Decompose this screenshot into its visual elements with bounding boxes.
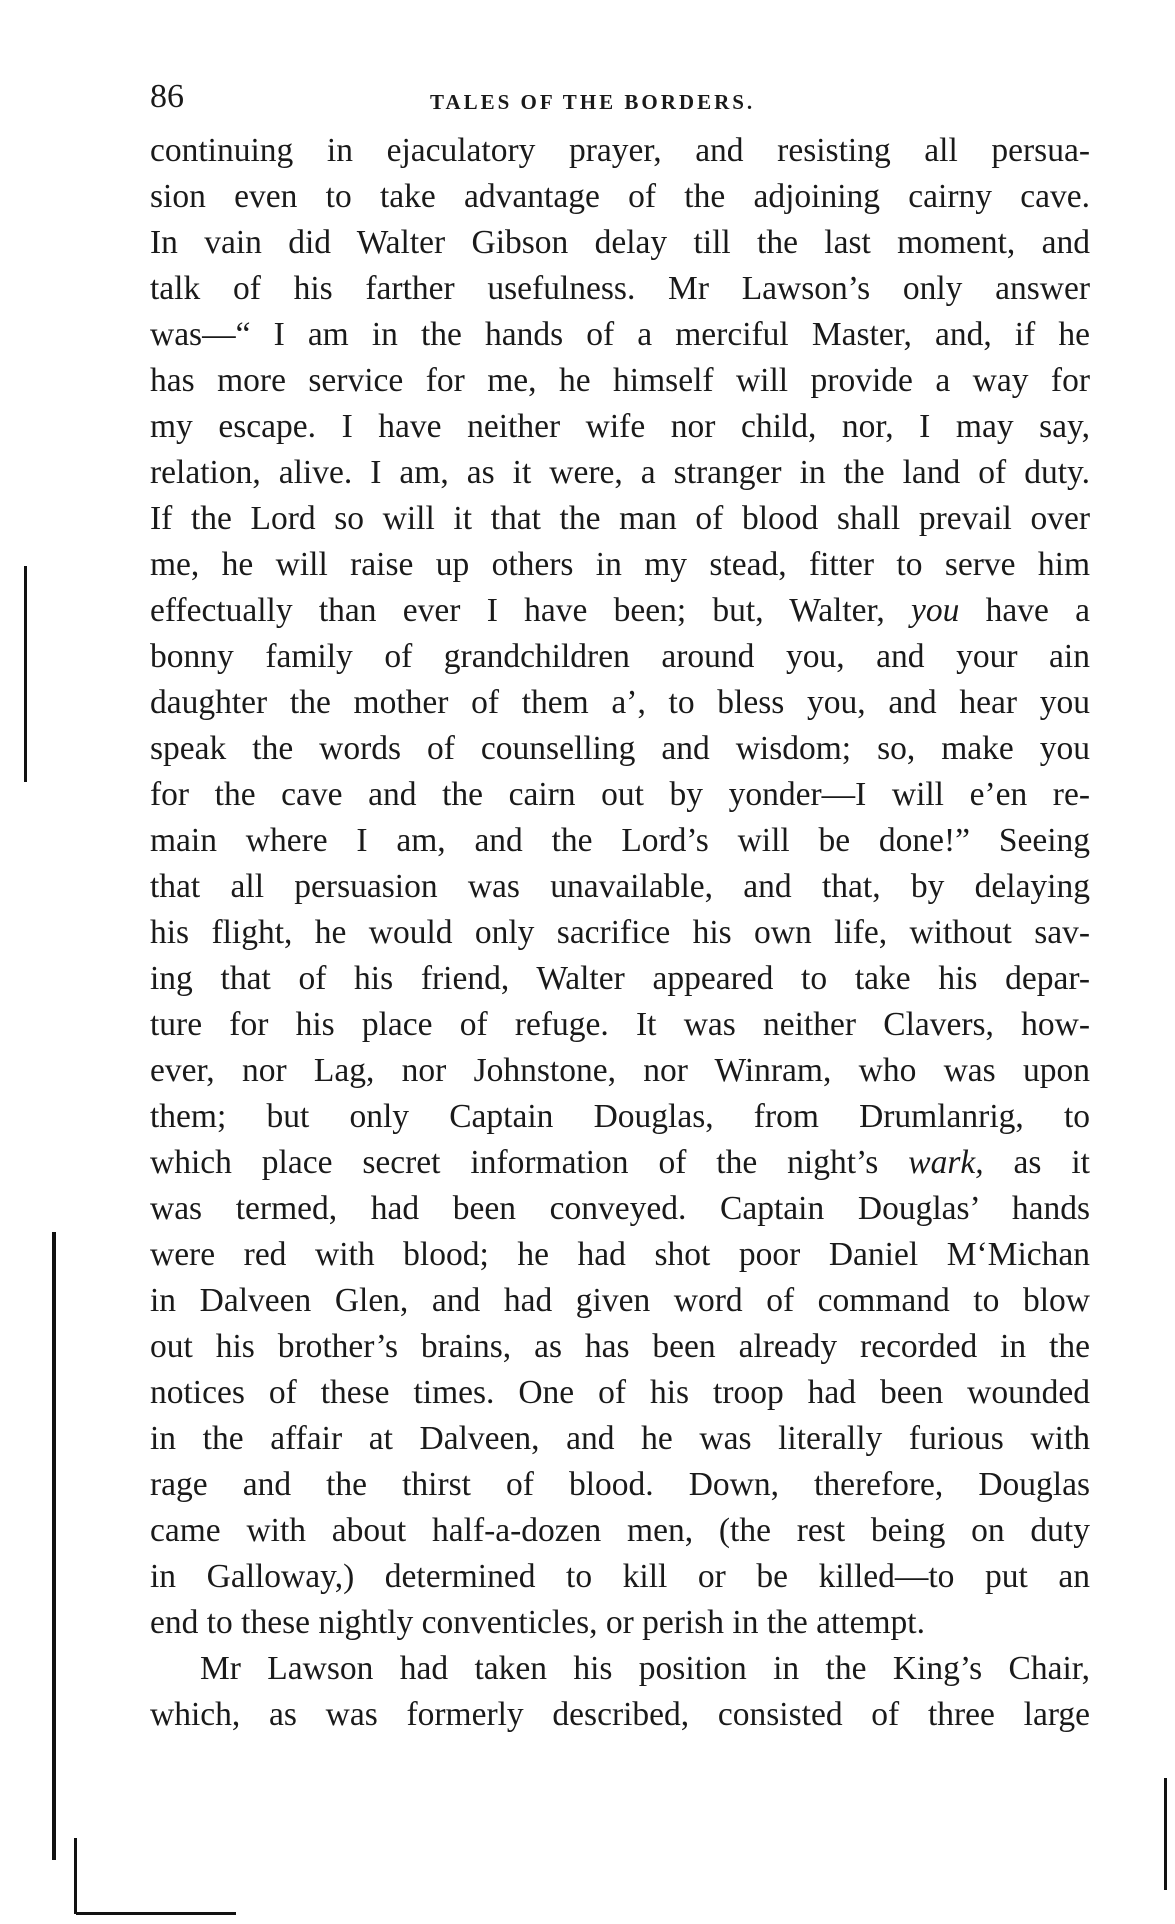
text-line: was—“ I am in the hands of a merciful Master, and, if he (150, 316, 1090, 353)
italic-word: you (911, 592, 960, 629)
margin-rule-bottom (52, 1232, 56, 1860)
text-line: notices of these times. One of his troop had been wounded (150, 1374, 1090, 1411)
text-line: ever, nor Lag, nor Johnstone, nor Winram, who was upon (150, 1052, 1090, 1089)
text-line: in Galloway,) determined to kill or be killed—to put an (150, 1558, 1090, 1595)
text-line: me, he will raise up others in my stead, fitter to serve him (150, 546, 1090, 583)
text-segment: which place secret information of the night’s (150, 1144, 909, 1181)
text-line: Mr Lawson had taken his position in the King’s Chair, (200, 1650, 1090, 1687)
corner-mark-horizontal (76, 1912, 236, 1915)
right-edge-mark (1164, 1778, 1167, 1890)
text-line: main where I am, and the Lord’s will be done!” Seeing (150, 822, 1090, 859)
text-line: daughter the mother of them a’, to bless you, and hear you (150, 684, 1090, 721)
text-line: If the Lord so will it that the man of blood shall prevail over (150, 500, 1090, 537)
text-segment: have a (959, 592, 1091, 629)
text-segment: as it (983, 1144, 1090, 1181)
text-line: In vain did Walter Gibson delay till the last moment, and (150, 224, 1090, 261)
text-line: sion even to take advantage of the adjoining cairny cave. (150, 178, 1090, 215)
text-line: ing that of his friend, Walter appeared to take his depar- (150, 960, 1090, 997)
text-line: speak the words of counselling and wisdom; so, make you (150, 730, 1090, 767)
text-line: for the cave and the cairn out by yonder—I will e’en re- (150, 776, 1090, 813)
text-line: end to these nightly conventicles, or perish in the attempt. (150, 1604, 925, 1641)
text-line: talk of his farther usefulness. Mr Lawson’s only answer (150, 270, 1090, 307)
corner-mark-vertical (74, 1838, 77, 1914)
text-line: continuing in ejaculatory prayer, and resisting all persua- (150, 132, 1090, 169)
text-line: which, as was formerly described, consisted of three large (150, 1696, 1090, 1733)
text-line: them; but only Captain Douglas, from Drumlanrig, to (150, 1098, 1090, 1135)
page-header (150, 78, 1090, 128)
running-head: TALES OF THE BORDERS. (430, 90, 756, 114)
book-page (150, 78, 1090, 1738)
text-line: that all persuasion was unavailable, and that, by delaying (150, 868, 1090, 905)
margin-rule-top (24, 566, 27, 782)
text-segment: effectually than ever I have been; but, Walter, (150, 592, 911, 629)
text-line: in the affair at Dalveen, and he was literally furious with (150, 1420, 1090, 1457)
text-line: relation, alive. I am, as it were, a stranger in the land of duty. (150, 454, 1090, 491)
text-line (150, 588, 1090, 634)
text-line: his flight, he would only sacrifice his own life, without sav- (150, 914, 1090, 951)
text-line: rage and the thirst of blood. Down, therefore, Douglas (150, 1466, 1090, 1503)
text-line: was termed, had been conveyed. Captain Douglas’ hands (150, 1190, 1090, 1227)
page-number: 86 (150, 78, 184, 115)
text-line: came with about half-a-dozen men, (the rest being on duty (150, 1512, 1090, 1549)
text-line: my escape. I have neither wife nor child, nor, I may say, (150, 408, 1090, 445)
text-line: bonny family of grandchildren around you, and your ain (150, 638, 1090, 675)
text-line: in Dalveen Glen, and had given word of command to blow (150, 1282, 1090, 1319)
text-line: has more service for me, he himself will provide a way for (150, 362, 1090, 399)
text-line: were red with blood; he had shot poor Daniel M‘Michan (150, 1236, 1090, 1273)
body-text (150, 128, 1090, 1738)
text-line: ture for his place of refuge. It was neither Clavers, how- (150, 1006, 1090, 1043)
text-line (150, 1140, 1090, 1186)
italic-word: wark, (908, 1144, 984, 1181)
text-line: out his brother’s brains, as has been already recorded in the (150, 1328, 1090, 1365)
